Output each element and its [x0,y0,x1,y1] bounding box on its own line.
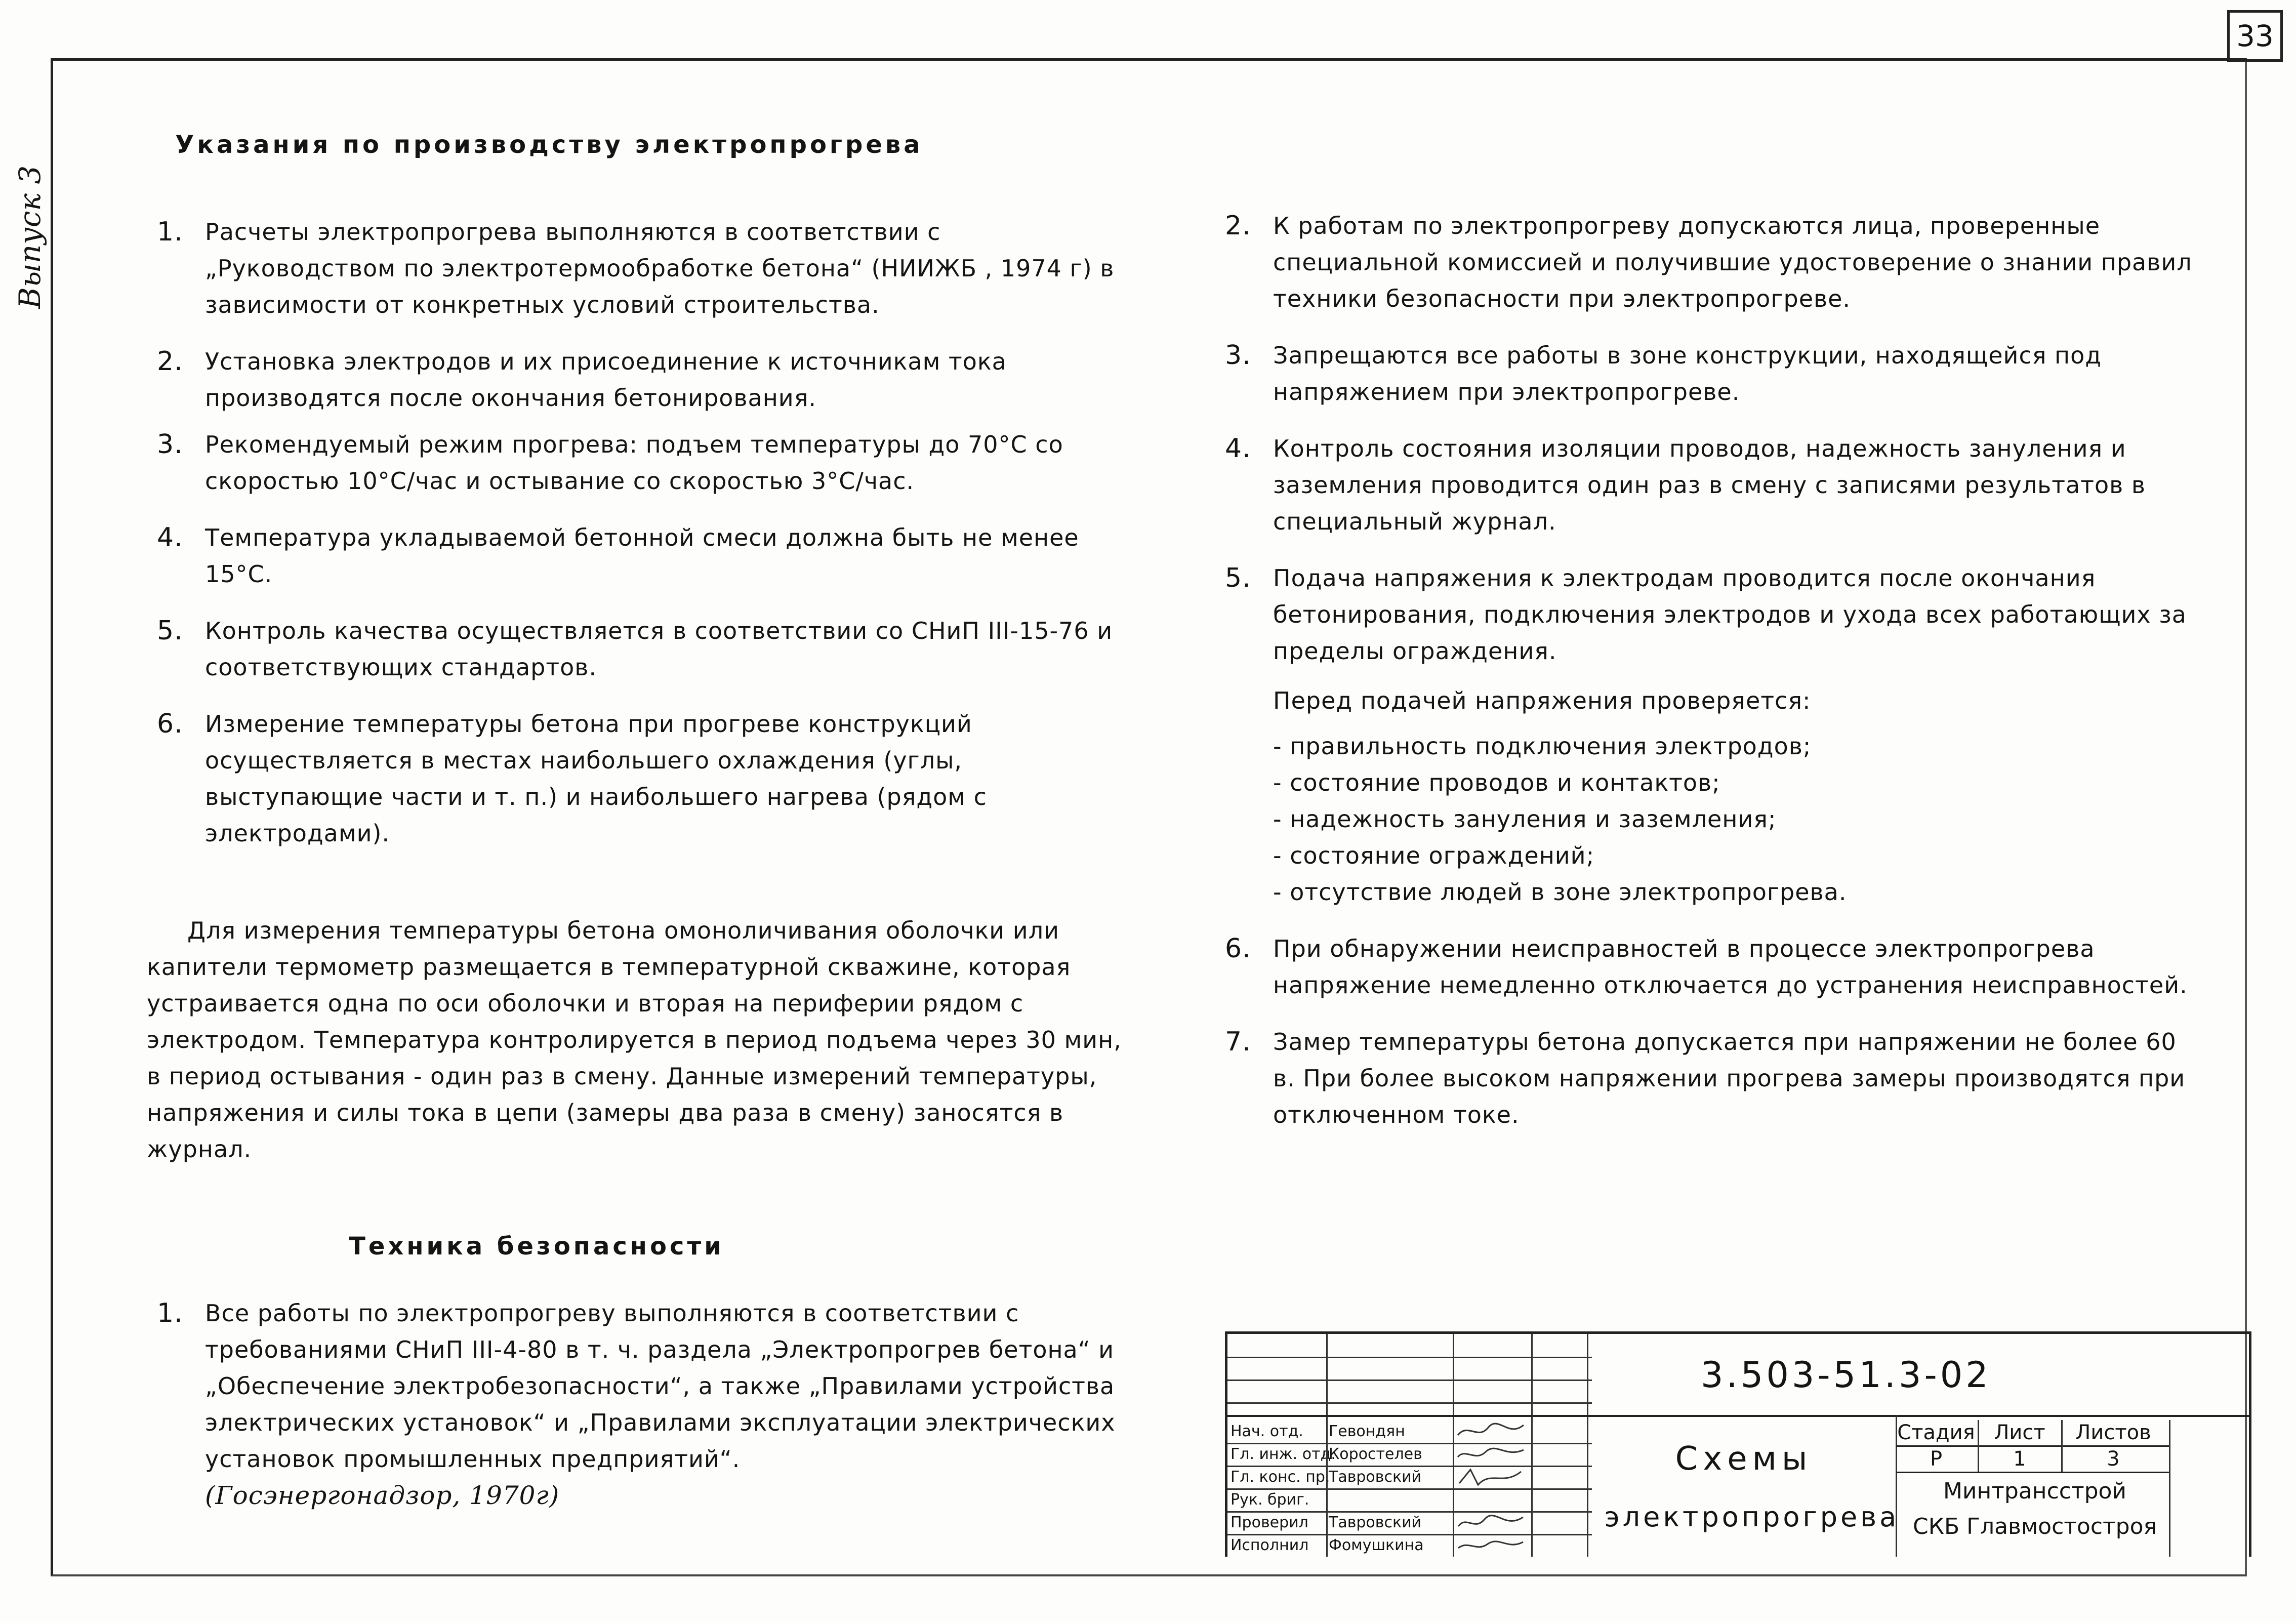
item-text: Контроль состояния изоляции проводов, надежность зануления и заземления проводится один раз в смену с записями результатов в специальный журнал. [1273,435,2146,535]
list-item: - состояние ограждений; [1273,837,2202,874]
item-number: 4. [1225,433,1251,464]
list-item: - правильность подключения электродов; [1273,728,2202,764]
item-number: 2. [1225,211,1251,241]
item-number: 2. [157,346,183,377]
left-column [147,127,1129,1514]
item-number: 1. [157,1298,183,1328]
sheets-label: Листов [2075,1421,2151,1444]
grid-line [1896,1472,2169,1473]
list-item: - состояние проводов и контактов; [1273,764,2202,801]
sheet-value: 1 [2013,1447,2026,1471]
item-text: Расчеты электропрогрева выполняются в соответствии с „Руководством по электротермообработке бетона“ (НИИЖБ , 1974 г) в зависимости от конкретных условий строительства. [205,218,1115,318]
signature-row [1227,1488,1592,1513]
item-text: Температура укладываемой бетонной смеси должна быть не менее 15°С. [205,524,1079,588]
list-item [157,519,1129,592]
stage-value: Р [1930,1447,1943,1471]
grid-line [1227,1415,1587,1417]
sheet-label: Лист [1994,1421,2045,1444]
item-text: Рекомендуемый режим прогрева: подъем температуры до 70°С со скоростью 10°С/час и остывание со скоростью 3°С/час. [205,431,1063,495]
organization-dept: СКБ Главмостостроя [1913,1514,2157,1539]
item-number: 5. [157,616,183,646]
sheet-info [1896,1420,2250,1557]
item-text: При обнаружении неисправностей в процессе электропрогрева напряжение немедленно отключается до устранения неисправностей. [1273,935,2188,999]
list-item [1225,930,2202,1003]
name: Коростелев [1329,1445,1422,1463]
signature-mark [1455,1420,1526,1443]
safety-item-text: Все работы по электропрогреву выполняются в соответствии с требованиями СНиП III-4-80 в т. ч. раздела „Электропрогрев бетона“ и „Обеспечение электробезопасности“, а также „Правилами устройства электрических установок“ и „Правилами эксплуатации электрических установок промышленных предприятий“. [205,1300,1116,1473]
document-subtitle: электропрогрева [1605,1501,1900,1533]
organization: Минтрансстрой [1943,1478,2127,1504]
signature-mark [1455,1466,1526,1488]
grid-line [2061,1420,2063,1472]
item-text: Замер температуры бетона допускается при напряжении не более 60 в. При более высоком напряжении прогрева замеры производятся при отключенном токе. [1273,1028,2186,1128]
sheets-value: 3 [2107,1447,2120,1471]
title-block [1225,1331,2251,1557]
check-list [1273,728,2202,910]
item-text: Установка электродов и их присоединение к источникам тока производятся после окончания бетонирования. [205,348,1007,412]
item-number: 7. [1225,1027,1251,1057]
item-text [205,1295,1129,1514]
list-item [1225,337,2202,410]
measurement-paragraph: Для измерения температуры бетона омоноличивания оболочки или капители термометр размещается в температурной скважине, которая устраивается одна по оси оболочки и вторая на периферии рядом с электродом. Температура контролируется в период подъема через 30 мин, в период остывания - один раз в смену. Данные измерений температуры, напряжения и силы тока в цепи (замеры два раза в смену) заносятся в журнал. [147,917,1122,1163]
right-column [1225,208,2202,1133]
stage-label: Стадия [1897,1421,1975,1444]
item-number: 3. [1225,340,1251,371]
role: Проверил [1231,1514,1308,1531]
grid-line [1453,1334,1454,1557]
item-text: Подача напряжения к электродам проводится после окончания бетонирования, подключения электродов и ухода всех работающих за пределы ограждения. [1273,564,2187,665]
list-item [1225,430,2202,540]
grid-line [1587,1415,2250,1417]
role: Рук. бриг. [1231,1491,1309,1509]
list-item [1225,208,2202,317]
item-number: 1. [157,217,183,247]
grid-line [1896,1445,2169,1447]
name: Тавровский [1329,1514,1422,1531]
list-item [1225,1024,2202,1133]
blank-row [1227,1357,1592,1381]
item-number: 4. [157,522,183,553]
signature-row [1227,1534,1592,1557]
list-item [157,426,1129,499]
item-number: 6. [1225,934,1251,964]
role: Нач. отд. [1231,1423,1303,1440]
grid-line [1587,1334,1588,1557]
signature-grid [1227,1334,1592,1557]
list-item [157,1295,1129,1514]
blank-row [1227,1334,1592,1358]
signature-mark [1455,1534,1526,1557]
blank-row [1227,1379,1592,1404]
citation: (Госэнергонадзор, 1970г) [205,1481,560,1510]
name: Фомушкина [1329,1536,1424,1554]
signature-mark [1455,1443,1526,1466]
check-heading: Перед подачей напряжения проверяется: [1273,687,1811,714]
role: Гл. инж. отд. [1231,1445,1336,1463]
main-heading: Указания по производству электропрогрева [175,131,923,159]
item-text: Контроль качества осуществляется в соответствии со СНиП III-15-76 и соответствующих стандартов. [205,617,1113,681]
signature-row [1227,1511,1592,1535]
signature-row [1227,1466,1592,1490]
signature-row [1227,1443,1592,1467]
document-title: Схемы [1675,1440,1813,1478]
name: Тавровский [1329,1468,1422,1486]
item-text: Запрещаются все работы в зоне конструкции, находящейся под напряжением при электропрогреве. [1273,342,2102,405]
item-number: 5. [1225,563,1251,593]
list-item: - отсутствие людей в зоне электропрогрева. [1273,874,2202,910]
signature-row [1227,1420,1592,1444]
issue-label: Выпуск 3 [13,165,47,309]
item-text: К работам по электропрогреву допускаются лица, проверенные специальной комиссией и получившие удостоверение о знании правил техники безопасности при электропрогреве. [1273,212,2192,312]
list-item [157,343,1129,416]
grid-line [1978,1420,1979,1472]
item-number: 3. [157,429,183,460]
safety-heading: Техника безопасности [349,1232,724,1261]
page-number: 33 [2227,10,2283,62]
item-text: Измерение температуры бетона при прогреве конструкций осуществляется в местах наибольшего охлаждения (углы, выступающие части и т. п.) и наибольшего нагрева (рядом с электродами). [205,710,987,847]
list-item [157,613,1129,685]
grid-line [1326,1334,1328,1557]
list-item [1225,560,2202,669]
list-item: - надежность зануления и заземления; [1273,801,2202,837]
name: Гевондян [1329,1423,1405,1440]
role: Исполнил [1231,1536,1309,1554]
item-number: 6. [157,709,183,739]
signature-mark [1455,1511,1526,1534]
grid-line [1531,1334,1533,1557]
document-code: 3.503-51.3-02 [1701,1354,1991,1396]
list-item [157,706,1129,851]
list-item [157,214,1129,323]
role: Гл. конс. пр. [1231,1468,1330,1486]
